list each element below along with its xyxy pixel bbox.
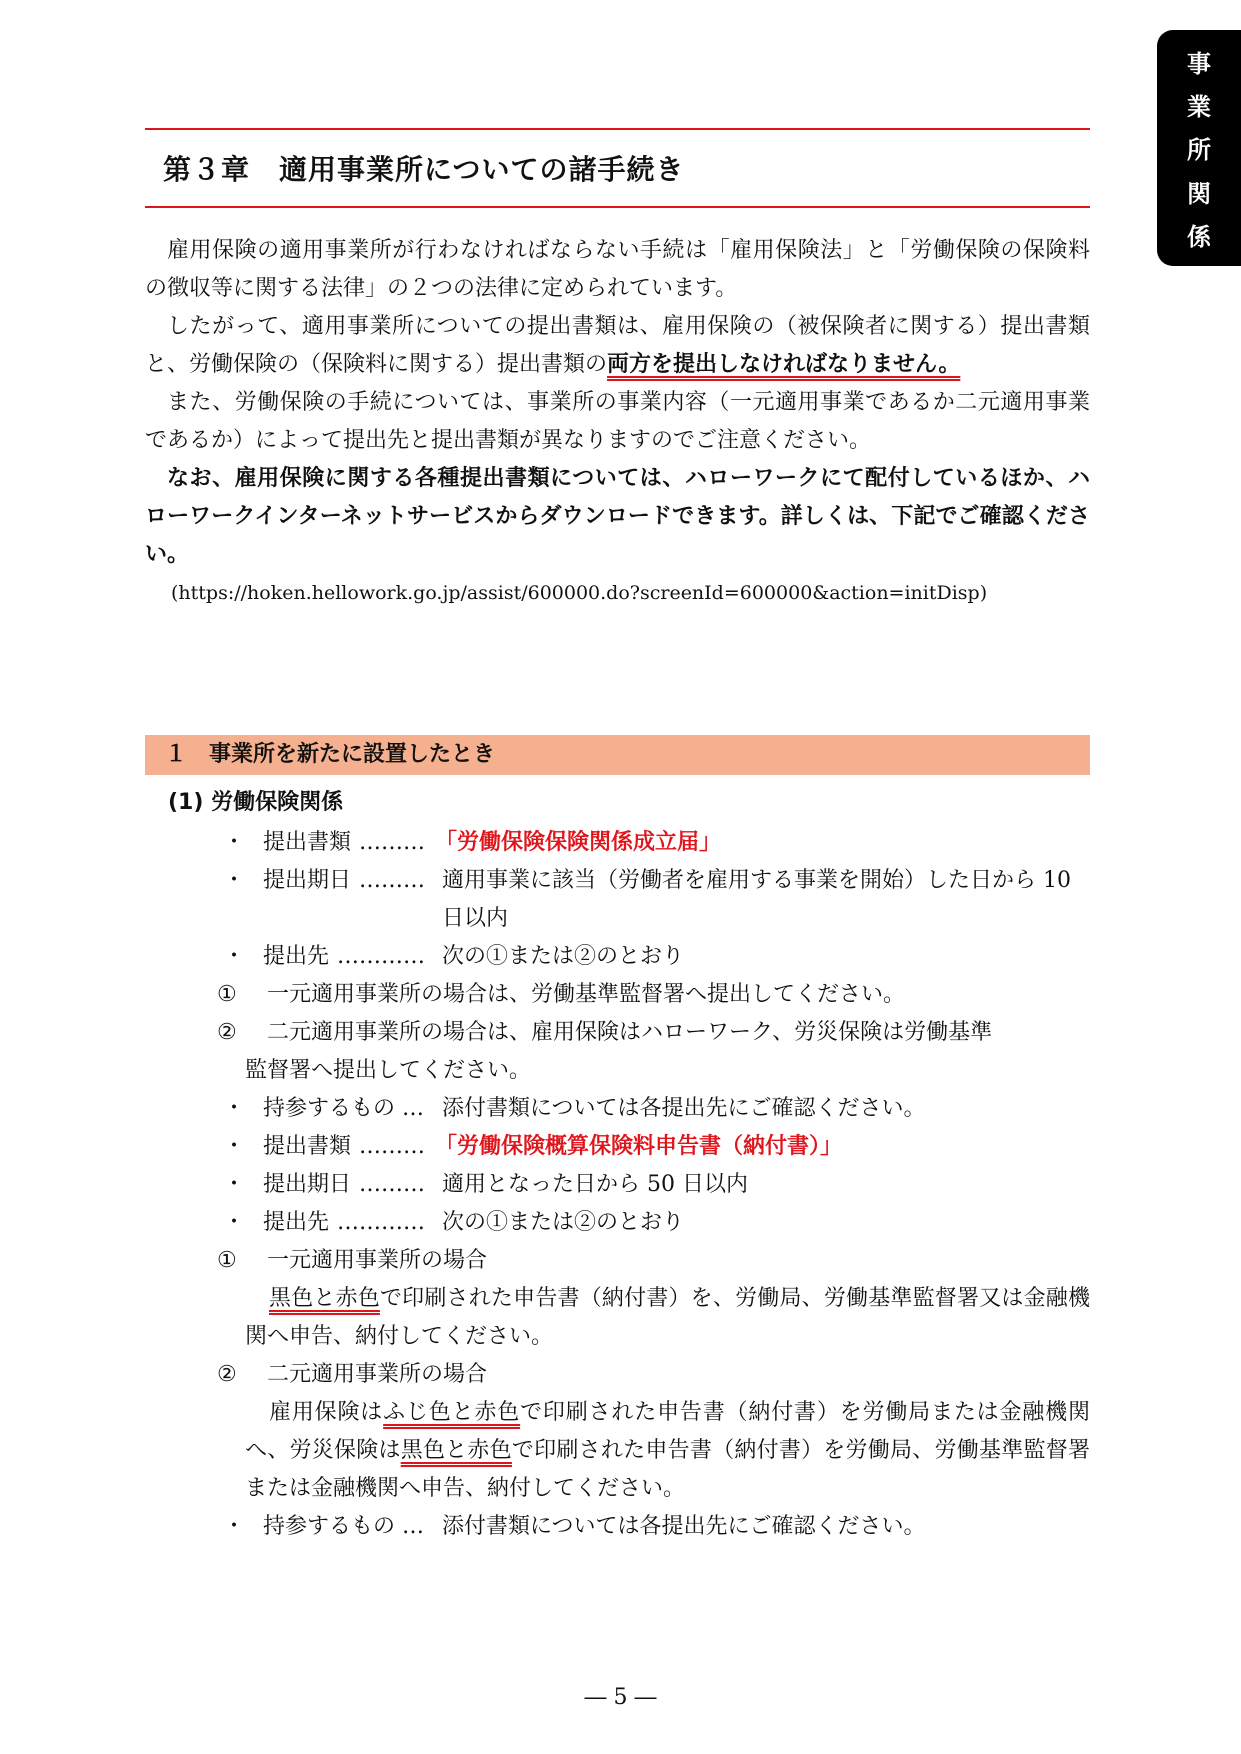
item-label: 持参するもの [263,1514,396,1539]
intro-paragraph-2 [145,308,1090,384]
color-emphasis: 黒色と赤色 [269,1286,380,1311]
color-emphasis: ふじ色と赤色 [383,1400,521,1425]
item-value: 次の①または②のとおり [442,944,685,969]
side-tab-char: 係 [1187,222,1211,251]
chapter-title: 第３章 適用事業所についての諸手続き [163,153,685,186]
numbered-text: 一元適用事業所の場合は、労働基準監督署へ提出してください。 [267,982,906,1007]
list-item [145,824,1090,862]
item-value: 添付書類については各提出先にご確認ください。 [442,1096,926,1121]
numbered-item [145,1356,1090,1508]
item-value: 添付書類については各提出先にご確認ください。 [442,1514,926,1539]
list-item [145,938,1090,976]
numbered-body [145,1394,1090,1508]
bullet-icon: ・ [223,1096,246,1121]
item-label: 提出先 [263,944,330,969]
numbered-body-text: 雇用保険は [269,1400,384,1425]
leader-dots: … [402,1096,424,1121]
intro-paragraph-3: また、労働保険の手続については、事業所の事業内容（一元適用事業であるか二元適用事業であるか）によって提出先と提出書類が異なりますのでご注意ください。 [145,390,1090,453]
intro-section [145,232,1090,612]
circled-number: ② [217,1362,237,1387]
side-index-tab [1157,30,1241,266]
numbered-text-continued: 監督署へ提出してください。 [245,1058,532,1083]
numbered-text: 二元適用事業所の場合は、雇用保険はハローワーク、労災保険は労働基準 [267,1020,993,1045]
bullet-icon: ・ [223,1210,246,1235]
item-label: 持参するもの [263,1096,396,1121]
side-tab-char: 事 [1187,50,1211,79]
item-label: 提出先 [263,1210,330,1235]
intro-paragraph-4: なお、雇用保険に関する各種提出書類については、ハローワークにて配付しているほか、ハローワークインターネットサービスからダウンロードできます。詳しくは、下記でご確認ください。 [145,466,1090,567]
numbered-text: 一元適用事業所の場合 [267,1248,488,1273]
numbered-item [145,976,1090,1014]
item-value: 次の①または②のとおり [442,1210,685,1235]
side-tab-char: 所 [1187,136,1211,165]
list-item [145,1204,1090,1242]
item-value: 適用となった日から 50 日以内 [442,1172,748,1197]
numbered-item [145,1014,1090,1090]
list-item [145,862,1090,938]
numbered-text: 二元適用事業所の場合 [267,1362,488,1387]
side-tab-char: 業 [1187,93,1211,122]
chapter-bottom-rule [145,206,1090,208]
leader-dots: … [402,1514,424,1539]
bullet-icon: ・ [223,1514,246,1539]
download-url: (https://hoken.hellowork.go.jp/assist/600000.do?screenId=600000&action=initDisp) [171,582,988,604]
item-label: 提出期日 [263,868,352,893]
chapter-top-rule [145,128,1090,130]
item-value: 「労働保険概算保険料申告書（納付書）」 [435,1134,843,1159]
circled-number: ② [217,1020,237,1045]
bullet-icon: ・ [223,1134,246,1159]
item-label: 提出書類 [263,1134,352,1159]
item-label: 提出期日 [263,1172,352,1197]
intro-paragraph-2-emphasis: 両方を提出しなければなりません。 [607,352,961,377]
intro-paragraph-2-text: したがって、適用事業所についての提出書類は、雇用保険の（被保険者に関する）提出書類と、労働保険の（保険料に関する）提出書類の [145,314,1090,377]
item-value: 適用事業に該当（労働者を雇用する事業を開始）した日から 10 日以内 [442,868,1071,931]
leader-dots: ……… [359,1134,425,1159]
numbered-body-text: で印刷された申告書（納付書）を労働局または金融機関へ、労災保険は [245,1400,1090,1463]
leader-dots: ………… [337,944,425,969]
bullet-icon: ・ [223,944,246,969]
bullet-icon: ・ [223,830,246,855]
circled-number: ① [217,982,237,1007]
circled-number: ① [217,1248,237,1273]
list-item [145,1166,1090,1204]
numbered-body [145,1280,1090,1356]
leader-dots: ………… [337,1210,425,1235]
bullet-icon: ・ [223,868,246,893]
item-label: 提出書類 [263,830,352,855]
intro-paragraph-1: 雇用保険の適用事業所が行わなければならない手続は「雇用保険法」と「労働保険の保険料の徴収等に関する法律」の２つの法律に定められています。 [145,238,1090,301]
leader-dots: ……… [359,830,425,855]
subsection-heading: (1) 労働保険関係 [168,790,344,815]
list-item [145,1508,1090,1546]
list-item [145,1090,1090,1128]
procedure-list [145,824,1090,1546]
bullet-icon: ・ [223,1172,246,1197]
numbered-body-text: で印刷された申告書（納付書）を労働局、労働基準監督署または金融機関へ申告、納付してください。 [245,1438,1090,1501]
side-tab-char: 関 [1187,179,1211,208]
page-number: ― 5 ― [584,1685,657,1710]
leader-dots: ……… [359,1172,425,1197]
item-value: 「労働保険保険関係成立届」 [435,830,722,855]
color-emphasis: 黒色と赤色 [400,1438,512,1463]
numbered-body-text: で印刷された申告書（納付書）を、労働局、労働基準監督署又は金融機関へ申告、納付してください。 [245,1286,1090,1349]
leader-dots: ……… [359,868,425,893]
section-heading-bar: １ 事業所を新たに設置したとき [145,735,1090,775]
numbered-item [145,1242,1090,1356]
list-item [145,1128,1090,1166]
